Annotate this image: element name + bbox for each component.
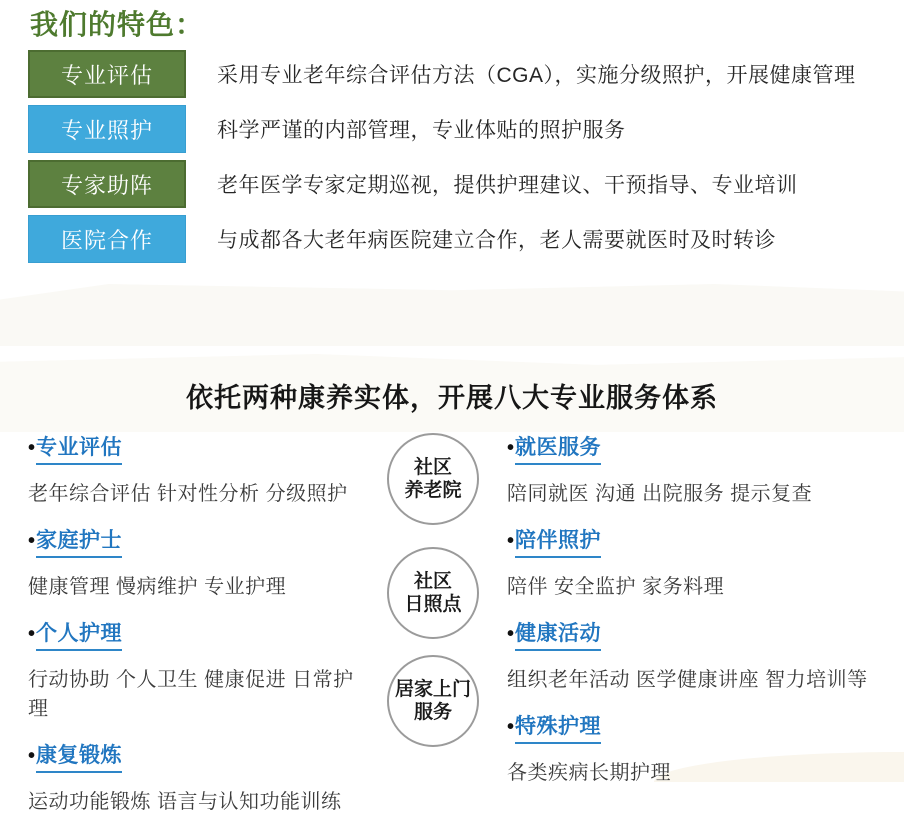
service-description: 陪同就医 沟通 出院服务 提示复查 <box>507 483 813 505</box>
service-title-row <box>28 617 373 651</box>
bullet-icon: • <box>507 716 515 738</box>
service-item-special-nursing <box>507 710 904 785</box>
services-entities-column <box>373 431 493 832</box>
service-title-row <box>28 431 373 465</box>
bullet-icon: • <box>28 530 36 552</box>
service-description: 运动功能锻炼 语言与认知功能训练 <box>28 791 342 813</box>
service-item-companion-care <box>507 524 904 599</box>
bullet-icon: • <box>28 745 36 767</box>
entity-line: 社区 <box>413 456 452 478</box>
feature-label-badge: 专家助阵 <box>28 160 186 208</box>
bullet-icon: • <box>507 437 515 459</box>
service-title-row <box>507 617 904 651</box>
services-right-column <box>507 431 904 832</box>
service-link-professional-assessment[interactable]: 专业评估 <box>36 431 122 465</box>
service-title-row <box>507 524 904 558</box>
service-description: 各类疾病长期护理 <box>507 762 671 784</box>
entity-line: 社区 <box>413 570 452 592</box>
service-title-row <box>28 739 373 773</box>
feature-row-expert-support <box>28 160 904 208</box>
entity-line: 养老院 <box>404 480 462 501</box>
service-description: 陪伴 安全监护 家务料理 <box>507 576 725 598</box>
feature-row-hospital-cooperation <box>28 215 904 263</box>
feature-row-professional-care <box>28 105 904 153</box>
feature-description: 科学严谨的内部管理，专业体贴的照护服务 <box>217 119 626 142</box>
services-left-column <box>28 431 373 832</box>
feature-description: 与成都各大老年病医院建立合作，老人需要就医时及时转诊 <box>217 229 776 252</box>
feature-description: 采用专业老年综合评估方法（CGA），实施分级照护，开展健康管理 <box>217 64 856 87</box>
features-section <box>0 0 904 263</box>
feature-row-professional-assessment <box>28 50 904 98</box>
entity-line: 日照点 <box>404 594 462 615</box>
bullet-icon: • <box>507 623 515 645</box>
service-link-rehab-exercise[interactable]: 康复锻炼 <box>36 739 122 773</box>
service-link-personal-care[interactable]: 个人护理 <box>36 617 122 651</box>
bullet-icon: • <box>507 530 515 552</box>
features-title: 我们的特色： <box>30 9 205 40</box>
service-title-row <box>507 431 904 465</box>
service-description: 行动协助 个人卫生 健康促进 日常护理 <box>28 669 354 720</box>
service-description: 组织老年活动 医学健康讲座 智力培训等 <box>507 669 868 691</box>
service-item-personal-care <box>28 617 373 721</box>
services-heading: 依托两种康养实体，开展八大专业服务体系 <box>186 383 718 413</box>
service-description: 老年综合评估 针对性分析 分级照护 <box>28 483 348 505</box>
bullet-icon: • <box>28 623 36 645</box>
service-item-home-nurse <box>28 524 373 599</box>
service-item-health-activities <box>507 617 904 692</box>
feature-label-badge: 医院合作 <box>28 215 186 263</box>
service-item-rehab-exercise <box>28 739 373 814</box>
service-item-medical-escort <box>507 431 904 506</box>
service-link-health-activities[interactable]: 健康活动 <box>515 617 601 651</box>
entity-circle-community-daycare <box>387 547 479 639</box>
service-title-row <box>507 710 904 744</box>
service-link-medical-escort[interactable]: 就医服务 <box>515 431 601 465</box>
service-link-home-nurse[interactable]: 家庭护士 <box>36 524 122 558</box>
entity-circle-home-visit-service <box>387 655 479 747</box>
service-description: 健康管理 慢病维护 专业护理 <box>28 576 287 598</box>
feature-label-badge: 专业评估 <box>28 50 186 98</box>
service-link-special-nursing[interactable]: 特殊护理 <box>515 710 601 744</box>
entity-line: 居家上门 <box>394 678 471 700</box>
entity-circle-community-nursing-home <box>387 433 479 525</box>
entity-line: 服务 <box>413 702 452 723</box>
feature-description: 老年医学专家定期巡视，提供护理建议、干预指导、专业培训 <box>217 174 798 197</box>
feature-label-badge: 专业照护 <box>28 105 186 153</box>
service-title-row <box>28 524 373 558</box>
bullet-icon: • <box>28 437 36 459</box>
service-link-companion-care[interactable]: 陪伴照护 <box>515 524 601 558</box>
service-item-professional-assessment <box>28 431 373 506</box>
services-section <box>0 431 904 832</box>
